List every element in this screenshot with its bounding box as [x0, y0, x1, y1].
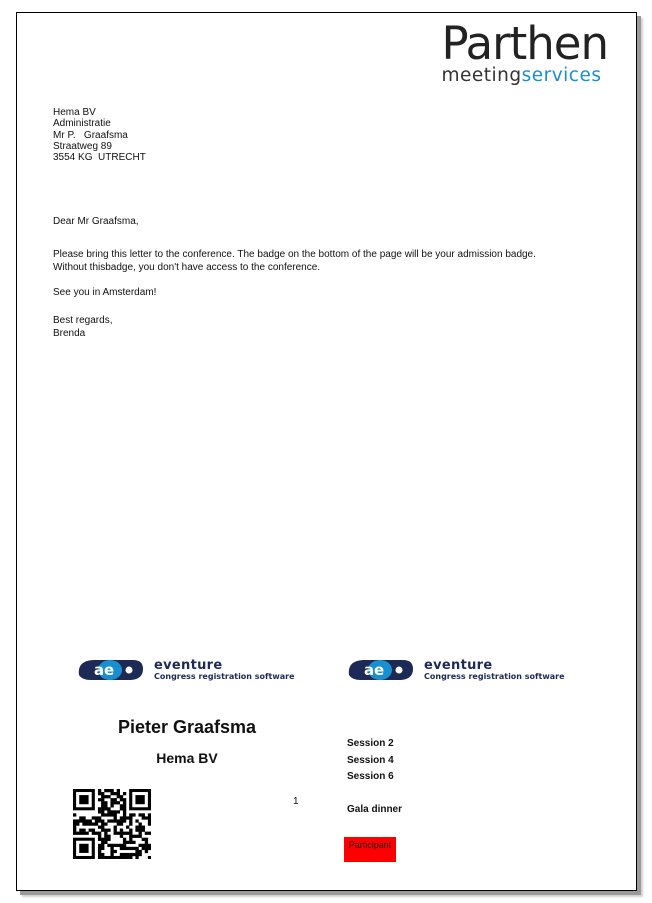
eventure-logo-tagline: Congress registration software: [154, 671, 295, 681]
signature-name: Brenda: [53, 328, 86, 339]
address-line-city: 3554 KG UTRECHT: [53, 152, 146, 164]
brand-sub-services: services: [521, 65, 602, 86]
letter-paragraph-2: See you in Amsterdam!: [53, 287, 157, 298]
eventure-logo-tagline: Congress registration software: [424, 671, 565, 681]
svg-text:e: e: [374, 661, 385, 679]
attendee-name: Pieter Graafsma: [117, 717, 257, 737]
session-item: Session 6: [347, 771, 394, 782]
address-line-department: Administratie: [53, 118, 111, 130]
brand-main-text: Parthen: [441, 17, 608, 70]
svg-text:e: e: [104, 661, 115, 679]
brand-sub-meeting: meeting: [441, 65, 522, 86]
paragraph-1-line-2: Without thisbadge, you don't have access to the conference.: [53, 262, 321, 273]
recipient-address: [53, 107, 146, 163]
session-list: [347, 736, 394, 786]
letter-closing: [53, 314, 112, 340]
eventure-logo-name: eventure: [424, 657, 493, 673]
qr-code-icon: [73, 789, 151, 859]
session-item: Session 2: [347, 738, 394, 749]
address-line-company: Hema BV: [53, 107, 96, 118]
session-item: Session 4: [347, 754, 394, 766]
eventure-logo-left: [77, 657, 295, 683]
participant-role-badge: Participant: [344, 837, 396, 862]
closing-phrase: Best regards,: [53, 315, 113, 326]
svg-text:a: a: [94, 661, 105, 679]
svg-text:a: a: [364, 661, 375, 679]
eventure-icon: [77, 657, 145, 683]
gala-dinner-label: Gala dinner: [347, 804, 403, 815]
address-line-recipient: Mr P. Graafsma: [53, 129, 128, 141]
eventure-logo-right: [347, 657, 565, 683]
eventure-logo-name: eventure: [154, 657, 223, 673]
letter-page: [16, 12, 637, 891]
address-line-street: Straatweg 89: [53, 140, 112, 152]
attendee-company: Hema BV: [156, 750, 218, 766]
page-number: 1: [293, 796, 299, 807]
letter-greeting: Dear Mr Graafsma,: [53, 216, 139, 227]
eventure-icon: [347, 657, 415, 683]
brand-sub-text: [441, 66, 608, 86]
paragraph-1-line-1: Please bring this letter to the conference. The badge on the bottom of the page will be your admission badge.: [53, 249, 536, 260]
letter-paragraph-1: [53, 248, 536, 274]
parthen-logo: [441, 17, 608, 86]
